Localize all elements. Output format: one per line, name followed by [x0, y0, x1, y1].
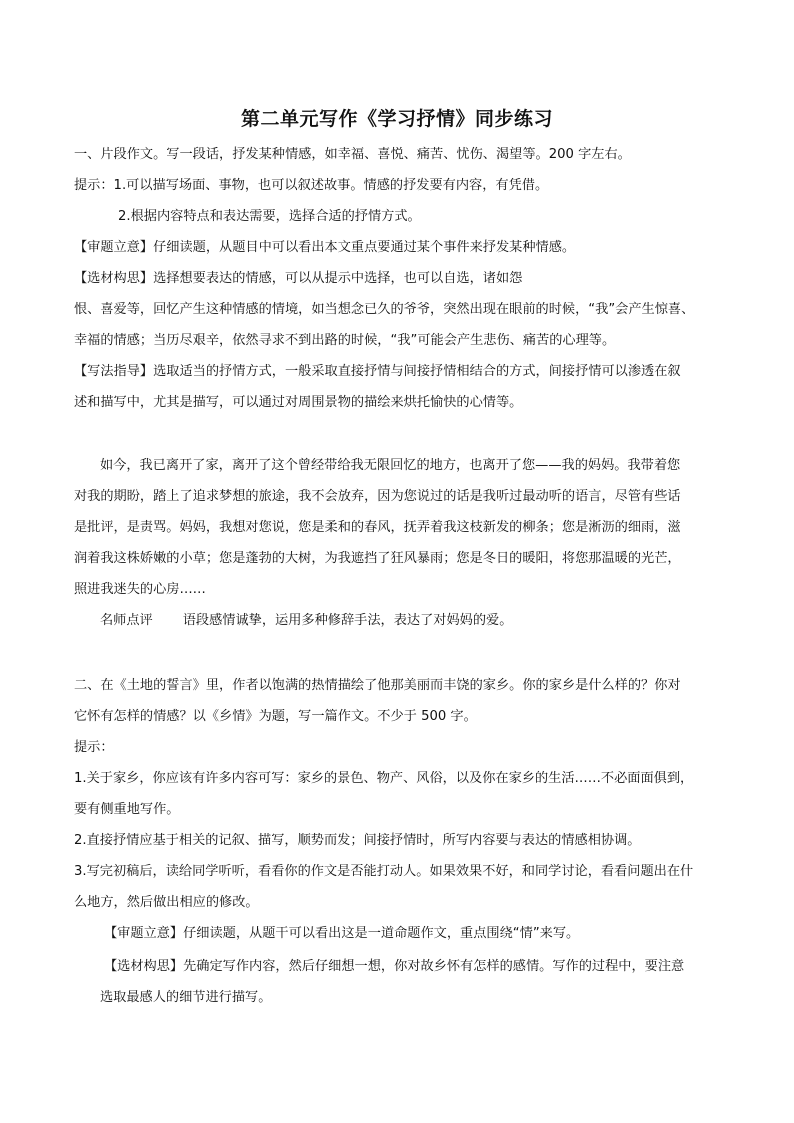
section2-tip3-line2: 么地方，然后做出相应的修改。	[74, 895, 259, 910]
example-line4: 润着我这株娇嫩的小草；您是蓬勃的大树，为我遮挡了狂风暴雨；您是冬日的暖阳，将您那温暖的光芒，	[74, 551, 681, 566]
section2-tip-label: 提示：	[74, 740, 114, 755]
section1-heading: 一、片段作文。写一段话，抒发某种情感，如幸福、喜悦、痛苦、忧伤、渴望等。200 字左右。	[74, 147, 631, 162]
section2-heading-line1: 二、在《土地的誓言》里，作者以饱满的热情描绘了他那美丽而丰饶的家乡。你的家乡是什么样的？你对	[74, 678, 681, 693]
example-line3: 是批评，是责骂。妈妈，我想对您说，您是柔和的春风，抚弄着我这枝新发的柳条；您是淅沥的细雨，滋	[74, 520, 681, 535]
teacher-comment	[100, 611, 760, 631]
section1-xuancai-line3: 幸福的情感；当历尽艰辛，依然寻求不到出路的时候，“我”可能会产生悲伤、痛苦的心理等。	[74, 333, 616, 348]
section1-shenti: 【审题立意】仔细读题，从题目中可以看出本文重点要通过某个事件来抒发某种情感。	[74, 240, 576, 255]
section1-xuancai-line1: 【选材构思】选择想要表达的情感，可以从提示中选择，也可以自选，诸如怨	[74, 271, 523, 286]
example-line2: 对我的期盼，踏上了追求梦想的旅途，我不会放弃，因为您说过的话是我听过最动听的语言，尽管有些话	[74, 489, 681, 504]
section1-tip-line2: 2.根据内容特点和表达需要，选择合适的抒情方式。	[118, 209, 421, 224]
section1-xuancai-line2: 恨、喜爱等，回忆产生这种情感的情境，如当想念已久的爷爷，突然出现在眼前的时候，“我”会产生惊喜、	[74, 302, 695, 317]
section1-xiefa-line1: 【写法指导】选取适当的抒情方式，一般采取直接抒情与间接抒情相结合的方式，间接抒情可以渗透在叙	[74, 364, 681, 379]
section2-tip2: 2.直接抒情应基于相关的记叙、描写，顺势而发；间接抒情时，所写内容要与表达的情感相协调。	[74, 833, 641, 848]
example-line5: 照进我迷失的心房……	[74, 582, 206, 597]
section2-tip1-line2: 要有侧重地写作。	[74, 802, 180, 817]
comment-label: 名师点评	[100, 613, 153, 628]
section1-xiefa-line2: 述和描写中，尤其是描写，可以通过对周围景物的描绘来烘托愉快的心情等。	[74, 395, 523, 410]
section1-tip-line1: 提示：1.可以描写场面、事物，也可以叙述故事。情感的抒发要有内容，有凭借。	[74, 178, 549, 193]
section2-xuancai-line1: 【选材构思】先确定写作内容，然后仔细想一想，你对故乡怀有怎样的感情。写作的过程中，要注意	[104, 959, 685, 974]
section2-xuancai-line2: 选取最感人的细节进行描写。	[100, 990, 272, 1005]
section2-tip1-line1: 1.关于家乡，你应该有许多内容可写：家乡的景色、物产、风俗，以及你在家乡的生活……不必面面俱到，	[74, 771, 694, 786]
example-line1: 如今，我已离开了家，离开了这个曾经带给我无限回忆的地方，也离开了您——我的妈妈。我带着您	[100, 458, 681, 473]
section2-tip3-line1: 3.写完初稿后，读给同学听听，看看你的作文是否能打动人。如果效果不好，和同学讨论，看看问题出在什	[74, 864, 694, 879]
section2-shenti: 【审题立意】仔细读题，从题干可以看出这是一道命题作文，重点围绕“情”来写。	[104, 926, 580, 941]
section2-heading-line2: 它怀有怎样的情感？以《乡情》为题，写一篇作文。不少于 500 字。	[74, 709, 477, 724]
page-title: 第二单元写作《学习抒情》同步练习	[240, 108, 553, 130]
comment-text: 语段感情诚挚，运用多种修辞手法，表达了对妈妈的爱。	[182, 613, 513, 628]
